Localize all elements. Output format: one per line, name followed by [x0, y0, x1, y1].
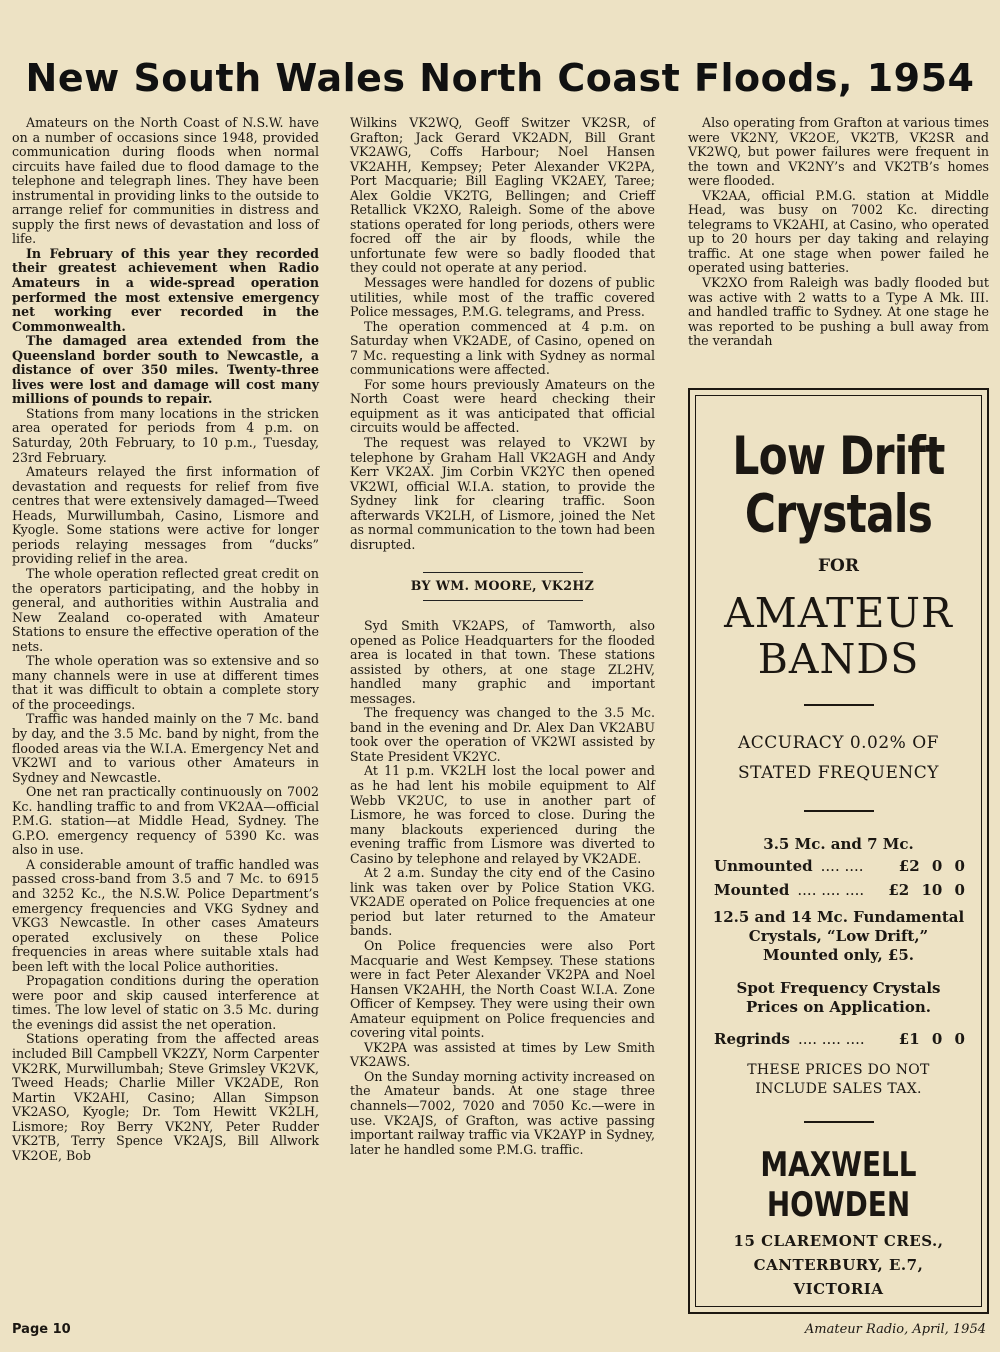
publication-credit: Amateur Radio, April, 1954 — [804, 1322, 986, 1337]
ad-bands-heading: 3.5 Mc. and 7 Mc. — [763, 835, 914, 853]
paragraph: The whole operation reflected great credit on the operators participating, and the hobby in general, and authorities within Australia and New Zealand co-operated with Amateur Stations to ensure the effective operation of the nets. — [12, 565, 319, 654]
paragraph: One net ran practically continuously on 7002 Kc. handling traffic to and from VK2AA—official P.M.G. station—at Middle Head, Sydney. The G.P.O. emergency requency of 5390 Kc. was also in use. — [12, 784, 319, 858]
ad-address-line-1: 15 CLAREMONT CRES., — [733, 1232, 944, 1250]
paragraph: Syd Smith VK2APS, of Tamworth, also opened as Police Headquarters for the flooded area is located in that town. These stations assisted by others, at one stage ZL2HV, handled many graphic and important messages. — [350, 617, 655, 706]
paragraph: Wilkins VK2WQ, Geoff Switzer VK2SR, of Grafton; Jack Gerard VK2ADN, Bill Grant VK2AWG, Coffs Harbour; Noel Hansen VK2AHH, Kempsey; Peter Alexander VK2PA, Port Macquarie; Bill Eagling VK2AEY, Taree; Alex Goldie VK2TG, Bellingen; and Crieff Retallick VK2XO, Raleigh. Some of the above stations operated for long periods, others were focred off the air by floods, while the unfortunate few were so badly flooded that they could not operate at any period. — [350, 115, 655, 276]
paragraph: The request was relayed to VK2WI by telephone by Graham Hall VK2AGH and Andy Kerr VK2AX. Jim Corbin VK2YC then opened VK2WI, official W.I.A. station, to provide the Sydney link for clearing traffic. Soon afterwards VK2LH, of Lismore, joined the Net as normal communication to the town had been disrupted. — [350, 435, 655, 552]
ad-headline-line-1: Low Drift — [732, 426, 945, 487]
ad-headline — [725, 428, 953, 544]
paragraph: For some hours previously Amateurs on the North Coast were heard checking their equipment as it was anticipated that official circuits would be affected. — [350, 376, 655, 436]
ad-accuracy-line-1: ACCURACY 0.02% OF — [738, 733, 939, 753]
article-column-1 — [12, 116, 319, 1163]
divider — [804, 1121, 874, 1123]
price-leader: .... .... .... — [797, 881, 865, 899]
paragraph: A considerable amount of traffic handled was passed cross-band from 3.5 and 7 Mc. to 6915 and 3252 Kc., the N.S.W. Police Department’s emergency frequencies and VKG Sydney and VKG3 Newcastle. In other cases Amateurs operated exclusively on these Police frequencies in areas where suitable xtals had been left with the local Police authorities. — [12, 856, 319, 974]
ad-tax-line-1: THESE PRICES DO NOT — [747, 1062, 930, 1078]
paragraph: The damaged area extended from the Queensland border south to Newcastle, a distance of over 350 miles. Twenty-three lives were lost and damage will cost many millions of pounds to repair. — [12, 333, 319, 407]
paragraph: Amateurs on the North Coast of N.S.W. have on a number of occasions since 1948, provided communication during floods when normal circuits have failed due to flood damage to the telephone and telegraph lines. They have been instrumental in providing links to the outside to arrange relief for communities in distress and supply the first news of devastation and loss of life. — [12, 115, 319, 247]
divider — [423, 600, 583, 601]
paragraph: Stations from many locations in the stricken area operated for periods from 4 p.m. on Saturday, 20th February, to 10 p.m., Tuesday, 23rd February. — [12, 405, 319, 465]
ad-address — [696, 1229, 981, 1301]
ad-company-name: MAXWELL HOWDEN — [760, 1145, 917, 1225]
ad-for: FOR — [817, 556, 859, 576]
ad-accuracy — [696, 728, 981, 788]
price-row-unmounted — [696, 854, 981, 878]
price-leader: .... .... .... — [797, 1030, 865, 1048]
paragraph: Propagation conditions during the operation were poor and skip caused interference at times. The low level of static on 3.5 Mc. during the evenings did assist the net operation. — [12, 973, 319, 1032]
paragraph: In February of this year they recorded their greatest achievement when Radio Amateurs in a wide-spread operation performed the most extensive emergency net working ever recorded in the Commonwealth. — [12, 245, 319, 334]
paragraph: The whole operation was so extensive and so many channels were in use at different times that it was difficult to obtain a complete story of the proceedings. — [12, 653, 319, 712]
divider — [804, 810, 874, 812]
paragraph: Messages were handled for dozens of public utilities, while most of the traffic covered Police messages, P.M.G. telegrams, and Press. — [350, 275, 655, 320]
article-column-2 — [350, 116, 655, 1157]
paragraph: VK2XO from Raleigh was badly flooded but was active with 2 watts to a Type A Mk. III. and handled traffic to Sydney. At one stage he was reported to be pushing a bull away from the verandah — [688, 275, 989, 349]
author-byline: BY WM. MOORE, VK2HZ — [410, 578, 595, 594]
price-label: Unmounted — [714, 857, 813, 875]
paragraph: At 11 p.m. VK2LH lost the local power and as he had lent his mobile equipment to Alf Webb VK2UC, to use in another part of Lismore, he was forced to close. During the many blackouts experienced during the evening traffic from Lismore was diverted to Casino by telephone and relayed by VK2ADE. — [350, 763, 655, 866]
paragraph: Traffic was handed mainly on the 7 Mc. band by day, and the 3.5 Mc. band by night, from the flooded areas via the W.I.A. Emergency Net and VK2WI and to various other Amateurs in Sydney and Newcastle. — [12, 711, 319, 785]
ad-subheading-line-2: BANDS — [757, 635, 920, 683]
divider — [423, 572, 583, 573]
ad-headline-line-2: Crystals — [744, 484, 933, 545]
crystals-advertisement — [688, 388, 989, 1314]
price-amount: £2 0 0 — [898, 857, 965, 875]
paragraph: Stations operating from the affected areas included Bill Campbell VK2ZY, Norm Carpenter VK2RK, Murwillumbah; Steve Grimsley VK2VK, Tweed Heads; Charlie Miller VK2ADE, Ron Martin VK2AHI, Casino; Allan Simpson VK2ASO, Kyogle; Dr. Tom Hewitt VK2LH, Lismore; Roy Berry VK2NY, Peter Rudder VK2TB, Terry Spence VK2AJS, Bill Allwork VK2OE, Bob — [12, 1031, 319, 1163]
paragraph: The frequency was changed to the 3.5 Mc. band in the evening and Dr. Alex Dan VK2ABU took over the operation of VK2WI assisted by State President VK2YC. — [350, 705, 655, 764]
price-leader: .... .... — [820, 857, 864, 875]
article-column-3 — [688, 116, 989, 349]
ad-address-line-3: VICTORIA — [793, 1280, 884, 1298]
page-number: Page 10 — [12, 1322, 71, 1337]
ad-tax-line-2: INCLUDE SALES TAX. — [755, 1081, 922, 1097]
divider — [804, 704, 874, 706]
article-title: New South Wales North Coast Floods, 1954 — [25, 56, 975, 100]
paragraph: VK2AA, official P.M.G. station at Middle Head, was busy on 7002 Kc. directing telegrams to VK2AHI, at Casino, who operated up to 20 hours per day taking and relaying traffic. At one stage when power failed he operated using batteries. — [688, 187, 989, 276]
paragraph: The operation commenced at 4 p.m. on Saturday when VK2ADE, of Casino, opened on 7 Mc. requesting a link with Sydney as normal communications were affected. — [350, 318, 655, 378]
price-label: Regrinds — [714, 1030, 790, 1048]
paragraph: VK2PA was assisted at times by Lew Smith VK2AWS. — [350, 1039, 655, 1070]
paragraph: Also operating from Grafton at various times were VK2NY, VK2OE, VK2TB, VK2SR and VK2WQ, but power failures were frequent in the town and VK2NY’s and VK2TB’s homes were flooded. — [688, 115, 989, 189]
advertisement-inner-frame — [695, 395, 982, 1307]
paragraph: On the Sunday morning activity increased on the Amateur bands. At one stage three channels—7002, 7020 and 7050 Kc.—were in use. VK2AJS, of Grafton, was active passing important railway traffic via VK2AYP in Sydney, later he handled some P.M.G. traffic. — [350, 1068, 655, 1157]
ad-spot-frequency-note: Spot Frequency Crystals Prices on Application. — [736, 979, 941, 1016]
ad-subheading-line-1: AMATEUR — [724, 589, 953, 637]
paragraph: On Police frequencies were also Port Macquarie and West Kempsey. These stations were in fact Peter Alexander VK2PA and Noel Hansen VK2AHH, the North Coast W.I.A. Zone Officer of Kempsey. They were using their own Amateur equipment on Police frequencies and covering vital points. — [350, 937, 655, 1041]
byline-block — [350, 572, 655, 601]
ad-accuracy-line-2: STATED FREQUENCY — [738, 763, 939, 783]
price-amount: £2 10 0 — [888, 881, 965, 899]
paragraph: Amateurs relayed the first information of devastation and requests for relief from five centres that were extensively damaged—Tweed Heads, Murwillumbah, Casino, Lismore and Kyogle. Some stations were active for longer periods relaying messages from “ducks” providing relief in the area. — [12, 464, 319, 567]
ad-tax-note — [696, 1061, 981, 1099]
ad-address-line-2: CANTERBURY, E.7, — [753, 1256, 924, 1274]
paragraph: At 2 a.m. Sunday the city end of the Casino link was taken over by Police Station VKG. VK2ADE operated on Police frequencies at one period but later returned to the Amateur bands. — [350, 865, 655, 939]
price-label: Mounted — [714, 881, 790, 899]
price-amount: £1 0 0 — [898, 1030, 965, 1048]
price-row-mounted — [696, 878, 981, 902]
ad-fundamental-note: 12.5 and 14 Mc. Fundamental Crystals, “Low Drift,” Mounted only, £5. — [712, 908, 965, 964]
price-row-regrinds — [696, 1027, 981, 1051]
ad-subheading — [696, 590, 981, 682]
